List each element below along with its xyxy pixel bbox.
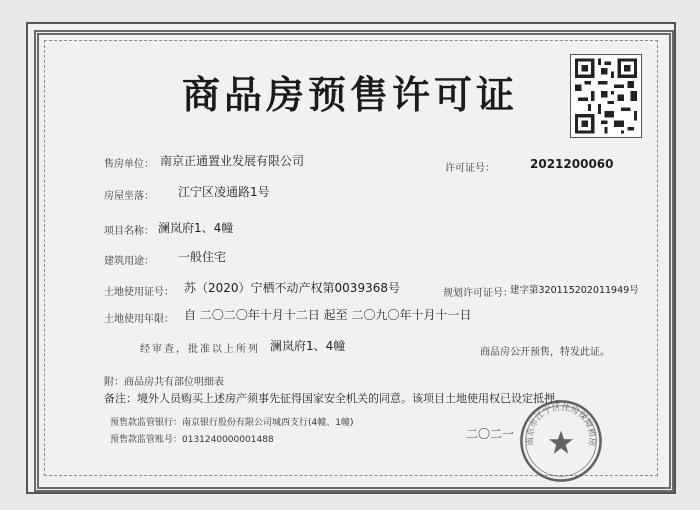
location-label: 房屋坐落： <box>104 191 154 202</box>
permit-no-label: 许可证号： <box>445 163 495 174</box>
official-seal <box>518 398 604 484</box>
seller-value: 南京正通置业发展有限公司 <box>160 154 305 168</box>
use-value: 一般住宅 <box>178 250 227 264</box>
project-label: 项目名称： <box>104 226 154 237</box>
supervision-account: 预售款监管账号：0131240000001488 <box>110 435 274 445</box>
planning-label: 规划许可证号： <box>443 288 513 299</box>
project-value: 澜岚府1、4幢 <box>158 221 234 235</box>
certificate-title: 商品房预售许可证 <box>181 73 518 117</box>
land-cert-value: 苏（2020）宁栖不动产权第0039368号 <box>184 281 400 295</box>
use-label: 建筑用途： <box>104 256 154 267</box>
supervision-bank: 预售款监管银行：南京银行股份有限公司城西支行(4幢、1幢) <box>110 418 354 428</box>
approval-tail: 商品房公开预售，特发此证。 <box>480 347 610 358</box>
land-cert-label: 土地使用证号： <box>104 287 174 298</box>
approval-line: 经审查，批准以上所列 <box>140 344 260 355</box>
issue-date: 二〇二一 <box>466 427 515 441</box>
attachment-note: 附：商品房共有部位明细表 <box>104 377 224 388</box>
remark: 备注：境外人员购买上述房产须事先征得国家安全机关的同意。该项目土地使用权已设定抵押。 <box>104 392 566 405</box>
seal-text: 南京市江宁区住房保障和房 <box>525 402 597 447</box>
seal-star-icon <box>549 431 573 454</box>
land-term-label: 土地使用年限： <box>104 314 174 325</box>
land-term-value: 自 二〇二〇年十月十二日 起至 二〇九〇年十月十一日 <box>184 308 472 322</box>
approval-project: 澜岚府1、4幢 <box>270 339 346 353</box>
permit-no-value: 2021200060 <box>530 157 614 171</box>
location-value: 江宁区凌通路1号 <box>178 185 270 199</box>
qr-code-icon <box>570 54 642 138</box>
seller-label: 售房单位： <box>104 159 154 170</box>
planning-value: 建字第320115202011949号 <box>510 285 639 296</box>
